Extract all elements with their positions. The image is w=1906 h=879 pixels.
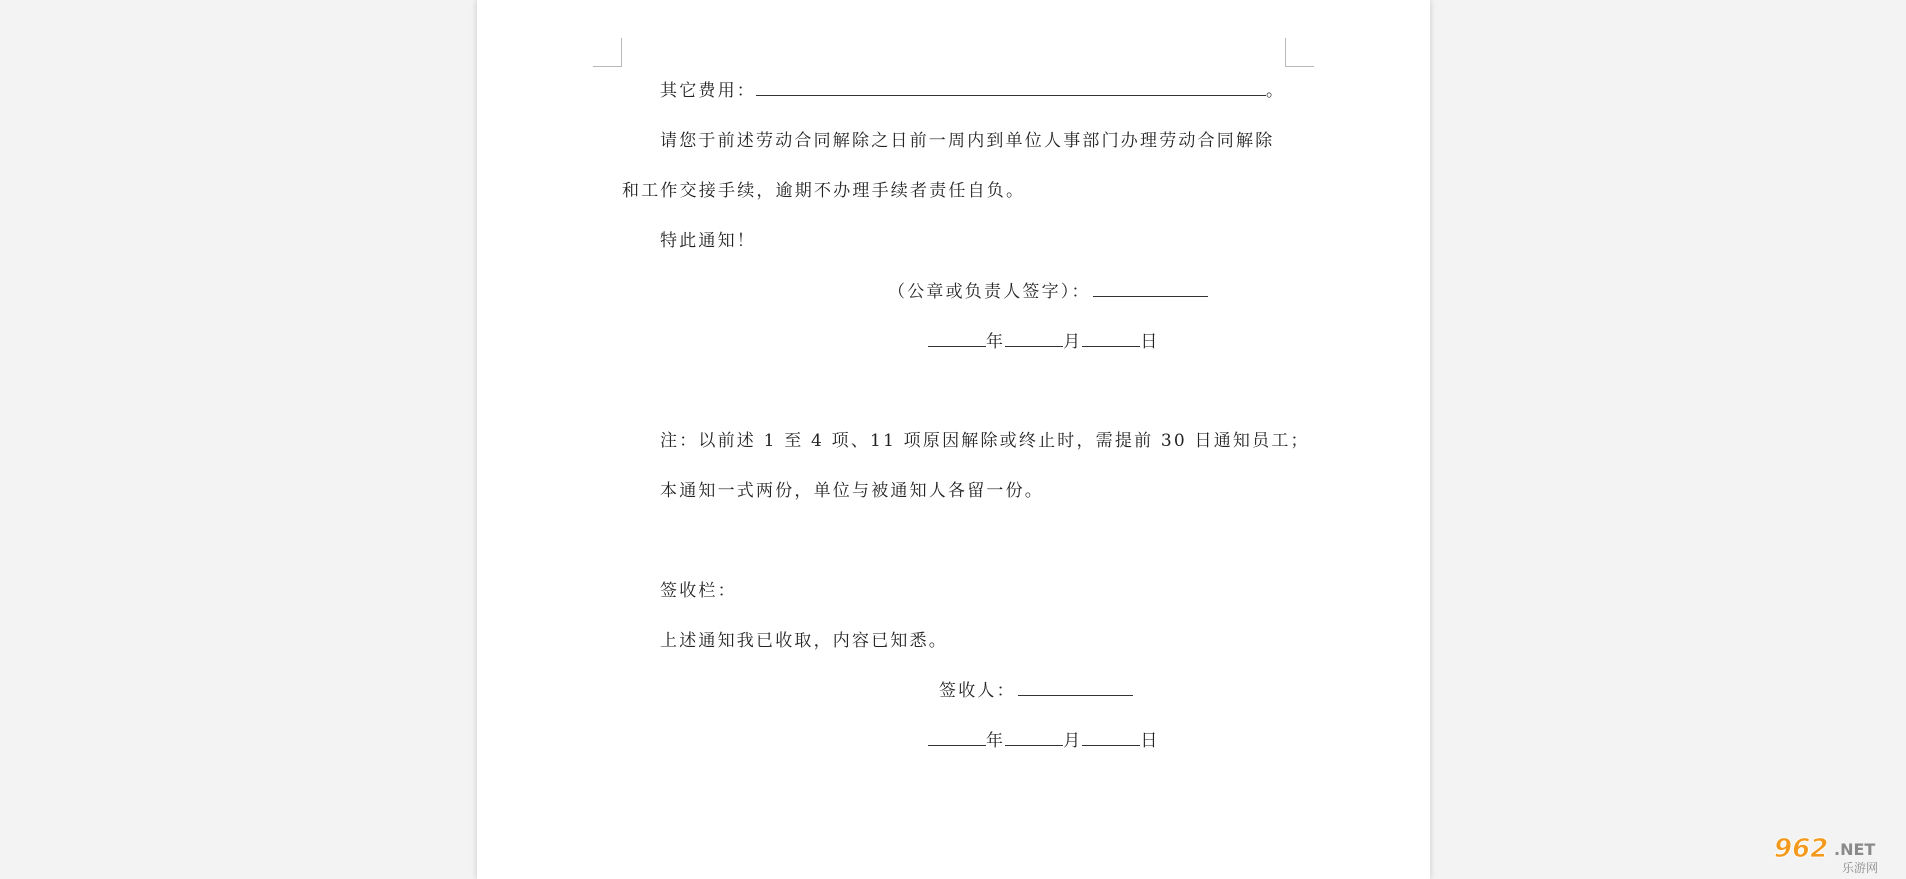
receipt-date-month-blank [1005, 729, 1063, 746]
receipt-date-day-blank [1082, 729, 1140, 746]
receipt-date-year-blank [928, 729, 986, 746]
seal-signature-blank [1093, 280, 1208, 297]
issue-date-year-blank [928, 330, 986, 347]
watermark-chinese: 乐游网 [1842, 861, 1879, 875]
issue-date-month-blank [1005, 330, 1063, 347]
receipt-statement: 上述通知我已收取，内容已知悉。 [660, 631, 948, 651]
margin-corner-mark-top-left [593, 38, 622, 67]
other-fees-blank [756, 79, 1266, 96]
receipt-date-year-label: 年 [986, 731, 1006, 751]
issue-date-day-blank [1082, 330, 1140, 347]
issue-date-month-label: 月 [1063, 332, 1083, 352]
note-line1: 注：以前述 1 至 4 项、11 项原因解除或终止时，需提前 30 日通知员工； [660, 431, 1310, 451]
handover-paragraph-line1: 请您于前述劳动合同解除之日前一周内到单位人事部门办理劳动合同解除 [660, 131, 1275, 151]
issue-date-year-label: 年 [986, 332, 1006, 352]
receiver-signature-line [939, 679, 1133, 702]
notice-closing: 特此通知！ [660, 231, 756, 251]
document-page [477, 0, 1430, 879]
watermark-number: 962 [1774, 834, 1829, 864]
receipt-date-month-label: 月 [1063, 731, 1083, 751]
site-watermark-logo [1770, 833, 1900, 875]
receiver-signature-blank [1018, 679, 1133, 696]
handover-paragraph-line2: 和工作交接手续，逾期不办理手续者责任自负。 [622, 181, 1026, 201]
watermark-suffix: .NET [1834, 840, 1876, 859]
receipt-date-line [928, 729, 1160, 752]
seal-signature-label: （公章或负责人签字）： [888, 282, 1091, 302]
margin-corner-mark-top-right [1285, 38, 1314, 67]
other-fees-end: 。 [1266, 81, 1286, 101]
receipt-section-label: 签收栏： [660, 581, 737, 601]
other-fees-label: 其它费用： [660, 81, 756, 101]
other-fees-line [660, 79, 1285, 102]
note-line2: 本通知一式两份，单位与被通知人各留一份。 [660, 481, 1044, 501]
receiver-signature-label: 签收人： [939, 681, 1016, 701]
receipt-date-day-label: 日 [1140, 731, 1160, 751]
seal-signature-line [888, 280, 1208, 303]
issue-date-day-label: 日 [1140, 332, 1160, 352]
issue-date-line [928, 330, 1160, 353]
